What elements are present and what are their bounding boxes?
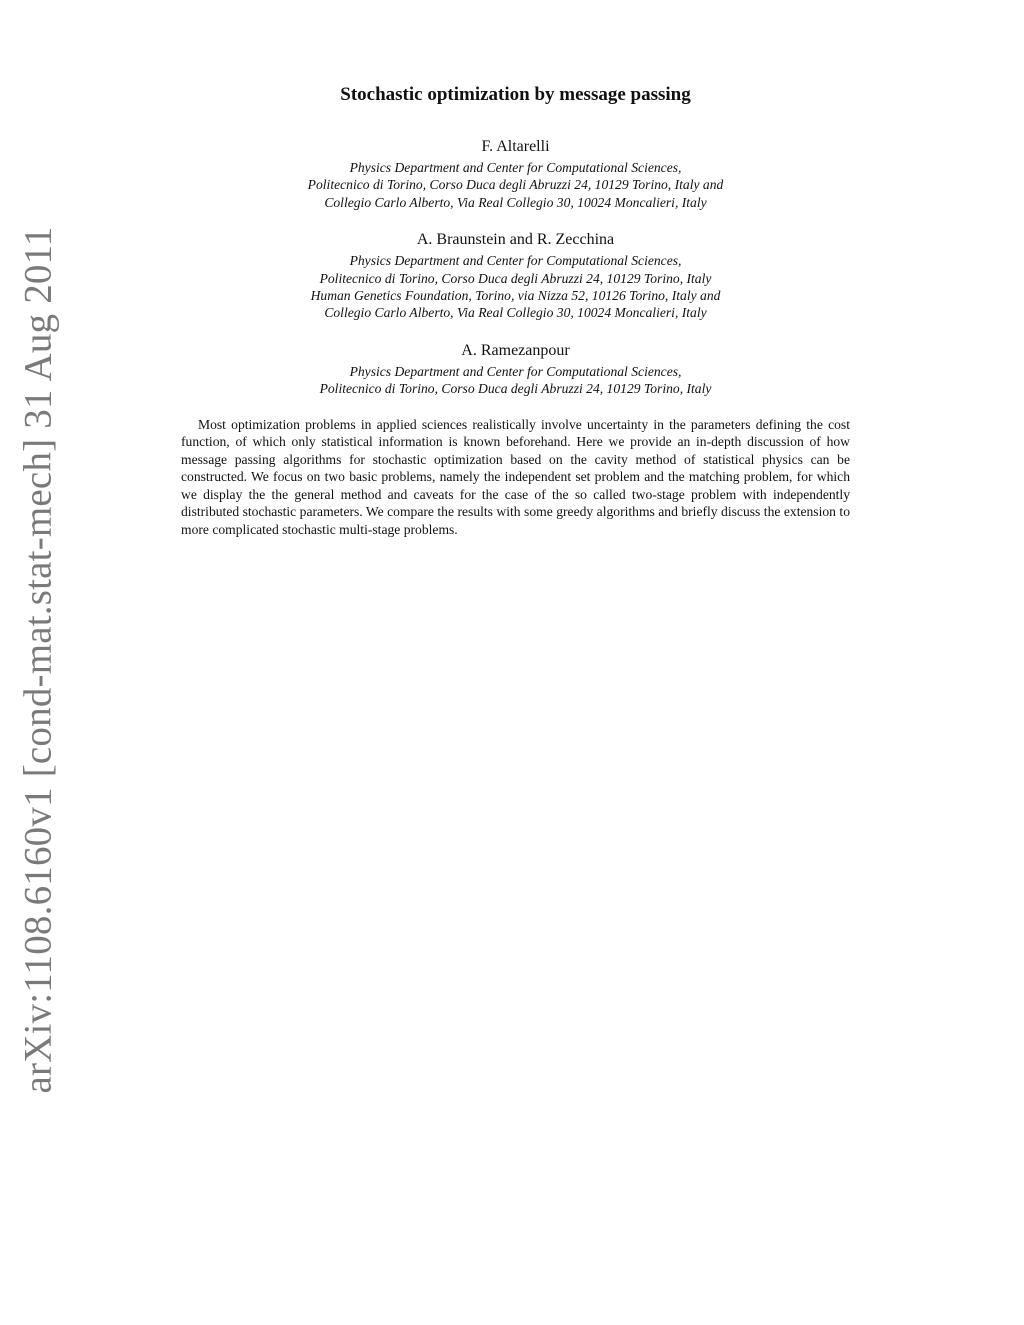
author-name: A. Ramezanpour (461, 341, 570, 359)
affiliation-line: Politecnico di Torino, Corso Duca degli Abruzzi 24, 10129 Torino, Italy and (307, 177, 724, 193)
paper-first-page (181, 84, 850, 552)
abstract-text: Most optimization problems in applied sciences realistically involve uncertainty in the parameters defining the cost function, of which only statistical information is known beforehand. Here we provide an in-depth discussion of how message passing algorithms for stochastic optimization based on the cavity method of statistical physics can be constructed. We focus on two basic problems, namely the independent set problem and the matching problem, for which we display the the general method and caveats for the case of the so called two-stage problem with independently distributed stochastic parameters. We compare the results with some greedy algorithms and briefly discuss the extension to more complicated stochastic multi-stage problems. (181, 416, 850, 537)
affiliation-line: Collegio Carlo Alberto, Via Real Collegio 30, 10024 Moncalieri, Italy (324, 194, 707, 210)
author-name: F. Altarelli (481, 138, 550, 155)
author-block-2 (181, 229, 850, 322)
affiliation-line: Physics Department and Center for Computational Sciences, (349, 253, 682, 269)
affiliation-line: Physics Department and Center for Computational Sciences, (349, 363, 682, 379)
affiliation-line: Politecnico di Torino, Corso Duca degli Abruzzi 24, 10129 Torino, Italy (319, 381, 712, 397)
author-block-3 (181, 340, 850, 398)
affiliation-line: Politecnico di Torino, Corso Duca degli Abruzzi 24, 10129 Torino, Italy (319, 270, 712, 286)
author-name: A. Braunstein and R. Zecchina (416, 231, 615, 249)
affiliation-line: Physics Department and Center for Computational Sciences, (349, 160, 682, 175)
affiliation-line: Collegio Carlo Alberto, Via Real Collegio 30, 10024 Moncalieri, Italy (324, 305, 707, 321)
affiliation-line: Human Genetics Foundation, Torino, via Nizza 52, 10126 Torino, Italy and (310, 288, 721, 304)
paper-title: Stochastic optimization by message passing (340, 84, 691, 105)
author-block-1 (181, 136, 850, 211)
arxiv-identifier-stamp: arXiv:1108.6160v1 [cond-mat.stat-mech] 31 Aug 2011 (16, 226, 60, 1094)
